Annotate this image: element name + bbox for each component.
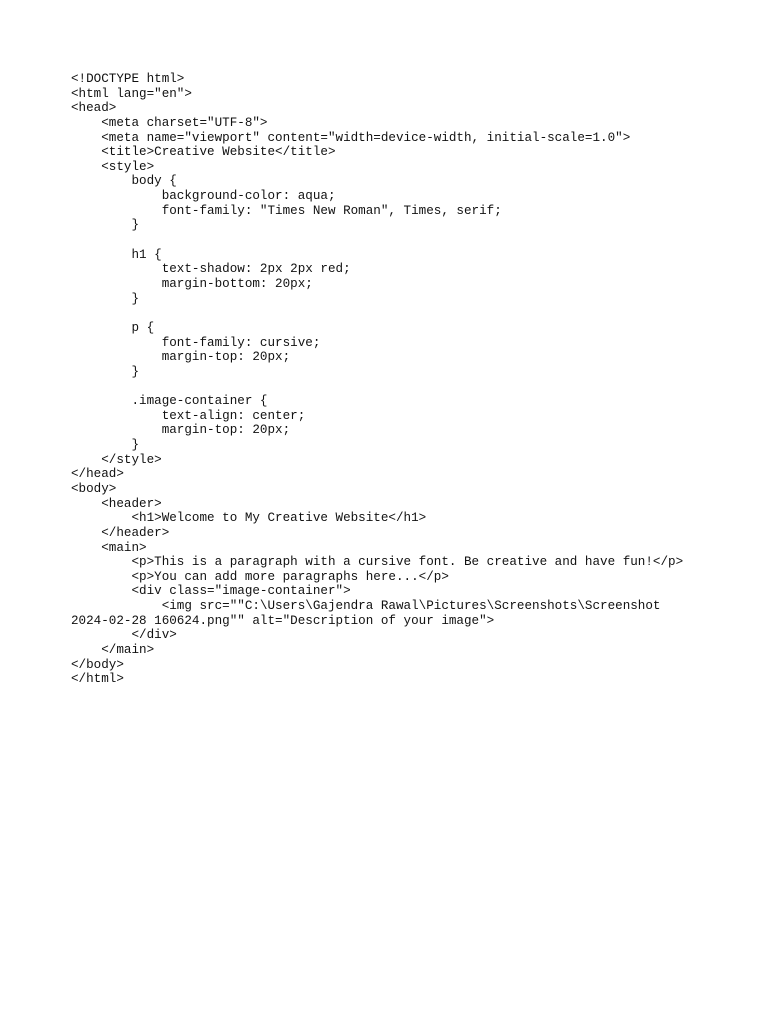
code-line: <meta charset="UTF-8"> <box>71 115 268 130</box>
code-line: <head> <box>71 101 117 116</box>
code-line: <!DOCTYPE html> <box>71 72 185 86</box>
code-line: body { <box>71 174 177 189</box>
code-line: </main> <box>71 642 155 657</box>
code-line: 2024-02-28 160624.png"" alt="Description of your image"> <box>71 613 495 628</box>
code-line: <p>This is a paragraph with a cursive font. Be creative and have fun!</p> <box>71 555 684 570</box>
code-line: margin-top: 20px; <box>71 423 291 438</box>
code-line: </style> <box>71 452 162 467</box>
code-line: <title>Creative Website</title> <box>71 145 336 160</box>
code-line: </div> <box>71 628 177 643</box>
code-line: margin-top: 20px; <box>71 350 291 365</box>
code-line: font-family: "Times New Roman", Times, serif; <box>71 203 502 218</box>
code-line: <header> <box>71 496 162 511</box>
code-line: <img src=""C:\Users\Gajendra Rawal\Pictures\Screenshots\Screenshot <box>71 599 661 614</box>
code-line: <h1>Welcome to My Creative Website</h1> <box>71 511 427 526</box>
code-line: font-family: cursive; <box>71 335 321 350</box>
code-line: <style> <box>71 159 155 174</box>
code-line: <html lang="en"> <box>71 86 192 101</box>
code-line: </html> <box>71 672 124 687</box>
code-line <box>71 379 731 394</box>
code-line: h1 { <box>71 247 162 262</box>
code-line: </head> <box>71 467 124 482</box>
code-line: </header> <box>71 525 170 540</box>
code-line <box>71 306 731 321</box>
code-listing <box>71 72 731 687</box>
code-line: <main> <box>71 540 147 555</box>
code-line: <body> <box>71 481 117 496</box>
code-line: </body> <box>71 657 124 672</box>
code-line: } <box>71 218 140 233</box>
code-line: <p>You can add more paragraphs here...</p> <box>71 569 449 584</box>
code-line: margin-bottom: 20px; <box>71 276 313 291</box>
code-line: p { <box>71 320 155 335</box>
code-line: text-shadow: 2px 2px red; <box>71 262 351 277</box>
code-line <box>71 233 731 248</box>
code-line: <div class="image-container"> <box>71 584 351 599</box>
code-line: <meta name="viewport" content="width=device-width, initial-scale=1.0"> <box>71 130 631 145</box>
code-line: .image-container { <box>71 394 268 409</box>
code-line: background-color: aqua; <box>71 189 336 204</box>
code-line: text-align: center; <box>71 408 306 423</box>
code-line: } <box>71 364 140 379</box>
code-line: } <box>71 438 140 453</box>
code-line: } <box>71 291 140 306</box>
